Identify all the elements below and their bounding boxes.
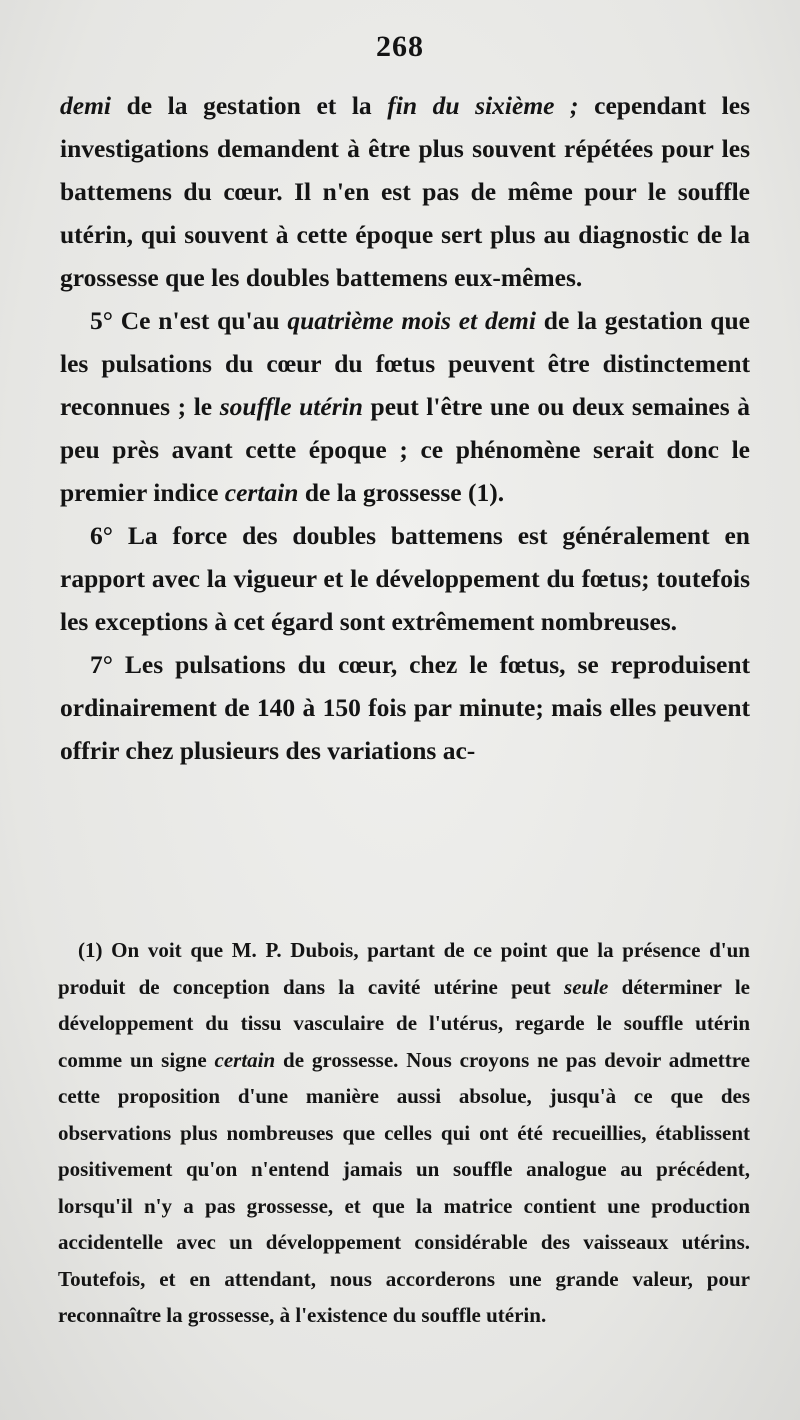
text-segment: fin du sixième ; <box>387 91 579 120</box>
text-segment: 5° Ce n'est qu'au <box>90 306 288 335</box>
paragraph-1 <box>60 84 750 299</box>
text-segment: (1) On voit que M. P. Dubois, partant de ce point que la présence d'un produit de conception dans la cavité utérine peut <box>58 938 750 999</box>
paragraph-4 <box>60 643 750 772</box>
text-segment: de grossesse. Nous croyons ne pas devoir admettre cette proposition d'une manière aussi absolue, jusqu'à ce que des observations plus nombreuses que celles qui ont été recueillies, établissent positivement qu'on n'entend jamais un souffle analogue au précédent, lorsqu'il n'y a pas grossesse, et que la matrice contient une production accidentelle avec un développement considérable des vaisseaux utérins. Toutefois, et en attendant, nous accorderons une grande valeur, pour reconnaître la grossesse, à l'existence du souffle utérin. <box>58 1047 750 1327</box>
text-segment: certain <box>214 1047 276 1072</box>
text-segment: de la gestation et la <box>111 91 388 120</box>
text-segment: déterminer le développement du tissu vasculaire de l'utérus, regarde le souffle utérin comme un signe <box>58 974 750 1072</box>
paragraph-2 <box>60 299 750 514</box>
text-segment: souffle utérin <box>219 392 363 421</box>
text-segment: de la grossesse (1). <box>298 478 505 507</box>
footnote <box>58 932 750 1334</box>
main-text <box>60 84 750 772</box>
text-segment: 7° Les pulsations du cœur, chez le fœtus, se reproduisent ordinairement de 140 à 150 fois par minute; mais elles peuvent offrir chez plusieurs des variations ac- <box>60 650 750 765</box>
text-segment: demi <box>60 91 111 120</box>
footnote-paragraph <box>58 932 750 1334</box>
text-segment: quatrième mois et demi <box>287 306 536 335</box>
text-segment: cependant les investigations demandent à être plus souvent répétées pour les battemens du cœur. Il n'en est pas de même pour le souffle utérin, qui souvent à cette époque sert plus au diagnostic de la grossesse que les doubles battemens eux-mêmes. <box>60 91 750 292</box>
text-segment: seule <box>564 974 609 999</box>
page-number: 268 <box>376 30 424 63</box>
paragraph-3 <box>60 514 750 643</box>
text-segment: 6° La force des doubles battemens est généralement en rapport avec la vigueur et le développement du fœtus; toutefois les exceptions à cet égard sont extrêmement nombreuses. <box>60 521 750 636</box>
text-segment: certain <box>224 478 299 507</box>
text-segment: de la gestation que les pulsations du cœur du fœtus peuvent être distinctement reconnues ; le <box>60 306 750 421</box>
text-segment: peut l'être une ou deux semaines à peu près avant cette époque ; ce phénomène serait donc le premier indice <box>60 392 750 507</box>
